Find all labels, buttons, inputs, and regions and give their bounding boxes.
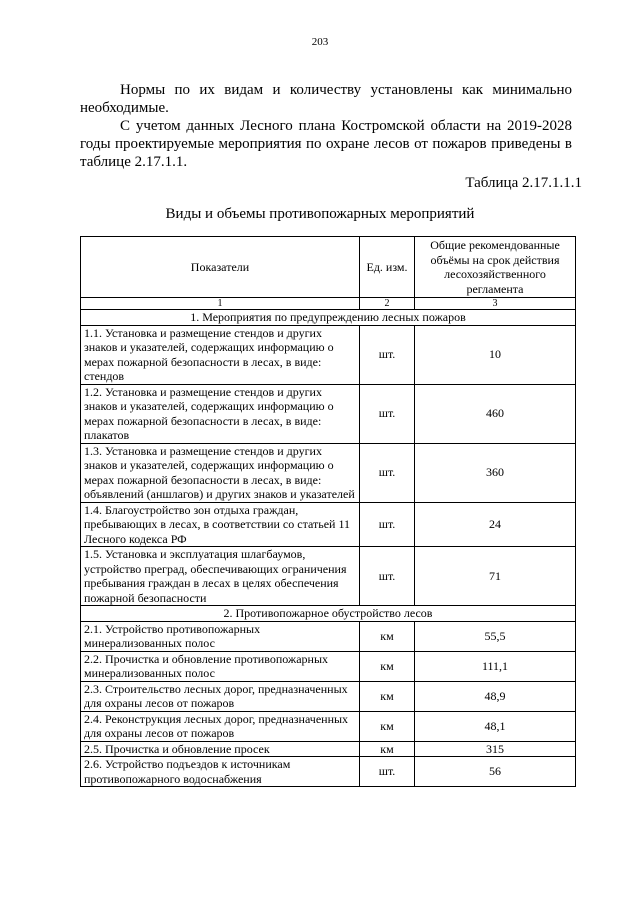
row-indicator: 1.4. Благоустройство зон отдыха граждан, пребывающих в лесах, в соответствии со статьей 11 Лесного кодекса РФ	[81, 502, 360, 547]
table-row	[81, 547, 576, 606]
row-value: 111,1	[415, 651, 576, 681]
fire-measures-table	[80, 236, 576, 787]
row-unit: шт.	[360, 325, 415, 384]
header-unit: Ед. изм.	[360, 237, 415, 298]
row-indicator: 1.3. Установка и размещение стендов и других знаков и указателей, содержащих информацию о мерах пожарной безопасности в лесах, в виде: объявлений (аншлагов) и других знаков и указателей	[81, 443, 360, 502]
section-row	[81, 606, 576, 622]
table-row	[81, 502, 576, 547]
table-row	[81, 443, 576, 502]
row-indicator: 2.5. Прочистка и обновление просек	[81, 741, 360, 757]
row-value: 48,9	[415, 681, 576, 711]
row-unit: шт.	[360, 384, 415, 443]
row-value: 55,5	[415, 621, 576, 651]
paragraph-forest-plan: С учетом данных Лесного плана Костромской области на 2019-2028 годы проектируемые мероприятия по охране лесов от пожаров приведены в таблице 2.17.1.1.	[80, 118, 572, 170]
row-value: 48,1	[415, 711, 576, 741]
row-value: 71	[415, 547, 576, 606]
row-unit: км	[360, 681, 415, 711]
row-indicator: 1.1. Установка и размещение стендов и других знаков и указателей, содержащих информацию о мерах пожарной безопасности в лесах, в виде: стендов	[81, 325, 360, 384]
row-indicator: 1.5. Установка и эксплуатация шлагбаумов, устройство преград, обеспечивающих ограничения пребывания граждан в лесах в целях обеспечения пожарной безопасности	[81, 547, 360, 606]
row-unit: км	[360, 711, 415, 741]
row-unit: км	[360, 741, 415, 757]
row-indicator: 2.2. Прочистка и обновление противопожарных минерализованных полос	[81, 651, 360, 681]
table-row	[81, 741, 576, 757]
column-number-row	[81, 298, 576, 310]
row-value: 460	[415, 384, 576, 443]
row-unit: шт.	[360, 547, 415, 606]
row-indicator: 2.4. Реконструкция лесных дорог, предназначенных для охраны лесов от пожаров	[81, 711, 360, 741]
column-number: 1	[81, 298, 360, 310]
table-caption: Таблица 2.17.1.1.1	[465, 175, 582, 191]
table-row	[81, 681, 576, 711]
header-indicators: Показатели	[81, 237, 360, 298]
row-indicator: 1.2. Установка и размещение стендов и других знаков и указателей, содержащих информацию о мерах пожарной безопасности в лесах, в виде: плакатов	[81, 384, 360, 443]
row-value: 10	[415, 325, 576, 384]
paragraph-norms: Нормы по их видам и количеству установлены как минимально необходимые.	[80, 82, 572, 116]
table-row	[81, 711, 576, 741]
row-value: 24	[415, 502, 576, 547]
table-row	[81, 621, 576, 651]
row-unit: км	[360, 621, 415, 651]
row-unit: км	[360, 651, 415, 681]
section-row	[81, 310, 576, 326]
row-value: 56	[415, 757, 576, 787]
row-unit: шт.	[360, 443, 415, 502]
table-row	[81, 651, 576, 681]
section-title: 2. Противопожарное обустройство лесов	[81, 606, 576, 622]
row-unit: шт.	[360, 502, 415, 547]
table-title: Виды и объемы противопожарных мероприятий	[165, 206, 475, 222]
table-row	[81, 325, 576, 384]
row-indicator: 2.3. Строительство лесных дорог, предназначенных для охраны лесов от пожаров	[81, 681, 360, 711]
header-volumes: Общие рекомендованные объёмы на срок действия лесохозяйственного регламента	[415, 237, 576, 298]
table-row	[81, 757, 576, 787]
row-value: 360	[415, 443, 576, 502]
table-header-row	[81, 237, 576, 298]
page-number: 203	[311, 36, 329, 48]
column-number: 3	[415, 298, 576, 310]
row-unit: шт.	[360, 757, 415, 787]
row-value: 315	[415, 741, 576, 757]
table-body	[81, 237, 576, 787]
table-row	[81, 384, 576, 443]
column-number: 2	[360, 298, 415, 310]
row-indicator: 2.1. Устройство противопожарных минерализованных полос	[81, 621, 360, 651]
row-indicator: 2.6. Устройство подъездов к источникам противопожарного водоснабжения	[81, 757, 360, 787]
section-title: 1. Мероприятия по предупреждению лесных пожаров	[81, 310, 576, 326]
